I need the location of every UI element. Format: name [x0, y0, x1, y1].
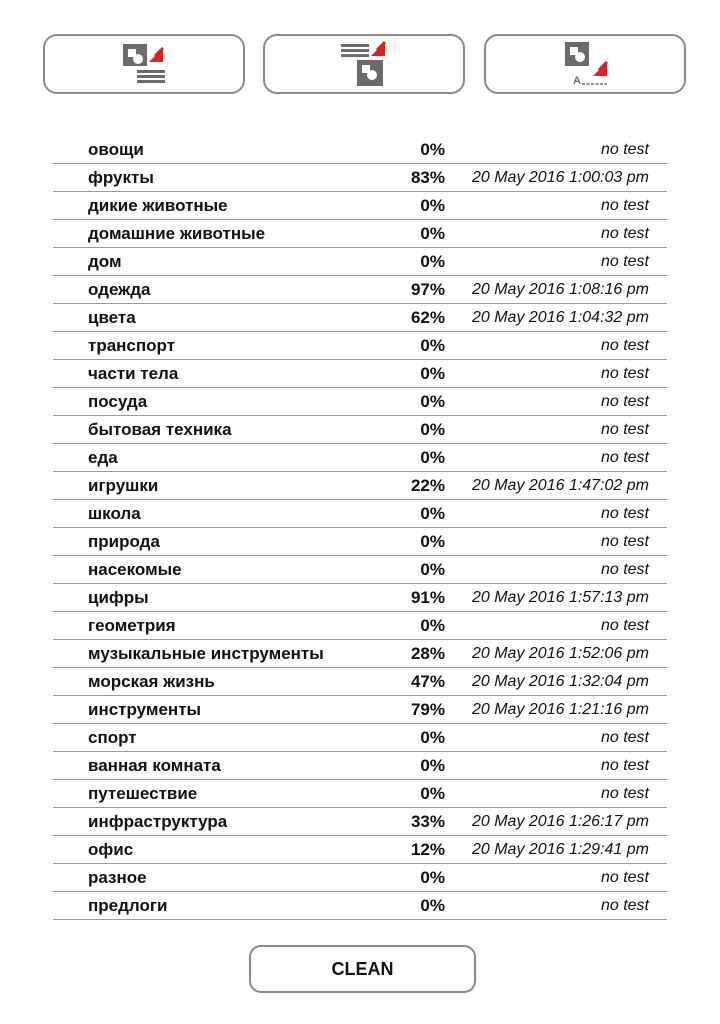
category-name: дом	[53, 248, 390, 276]
category-score: 0%	[390, 780, 445, 808]
category-name: музыкальные инструменты	[53, 640, 390, 668]
category-name: природа	[53, 528, 390, 556]
category-last-test: no test	[445, 780, 667, 808]
category-name: офис	[53, 836, 390, 864]
category-row	[53, 528, 667, 556]
category-row	[53, 612, 667, 640]
category-name: фрукты	[53, 164, 390, 192]
image-to-spelling-icon	[559, 40, 611, 88]
category-last-test: 20 May 2016 1:52:06 pm	[445, 640, 667, 668]
category-name: школа	[53, 500, 390, 528]
category-score: 0%	[390, 136, 445, 164]
category-score: 47%	[390, 668, 445, 696]
category-row	[53, 836, 667, 864]
category-score: 0%	[390, 248, 445, 276]
category-last-test: 20 May 2016 1:21:16 pm	[445, 696, 667, 724]
category-name: части тела	[53, 360, 390, 388]
category-last-test: no test	[445, 360, 667, 388]
category-name: ванная комната	[53, 752, 390, 780]
category-score: 0%	[390, 332, 445, 360]
category-name: инструменты	[53, 696, 390, 724]
category-results-table	[53, 136, 667, 920]
category-name: морская жизнь	[53, 668, 390, 696]
category-score: 0%	[390, 724, 445, 752]
category-results-body	[53, 136, 667, 920]
category-row	[53, 500, 667, 528]
category-row	[53, 136, 667, 164]
category-score: 0%	[390, 416, 445, 444]
category-row	[53, 724, 667, 752]
category-score: 83%	[390, 164, 445, 192]
text-to-image-icon	[339, 40, 389, 88]
category-name: дикие животные	[53, 192, 390, 220]
category-score: 12%	[390, 836, 445, 864]
category-row	[53, 472, 667, 500]
category-last-test: no test	[445, 332, 667, 360]
category-name: игрушки	[53, 472, 390, 500]
category-score: 0%	[390, 864, 445, 892]
category-score: 0%	[390, 556, 445, 584]
category-row	[53, 220, 667, 248]
category-name: насекомые	[53, 556, 390, 584]
category-row	[53, 164, 667, 192]
category-last-test: no test	[445, 556, 667, 584]
category-row	[53, 248, 667, 276]
category-last-test: 20 May 2016 1:47:02 pm	[445, 472, 667, 500]
category-row	[53, 752, 667, 780]
category-name: предлоги	[53, 892, 390, 920]
category-name: одежда	[53, 276, 390, 304]
category-last-test: no test	[445, 724, 667, 752]
category-row	[53, 332, 667, 360]
mode-toolbar	[43, 34, 689, 98]
category-row	[53, 864, 667, 892]
category-name: спорт	[53, 724, 390, 752]
category-last-test: no test	[445, 388, 667, 416]
category-row	[53, 444, 667, 472]
category-last-test: no test	[445, 892, 667, 920]
category-score: 0%	[390, 500, 445, 528]
category-score: 22%	[390, 472, 445, 500]
category-row	[53, 360, 667, 388]
category-row	[53, 556, 667, 584]
image-to-text-mode-button[interactable]	[43, 34, 245, 94]
category-name: посуда	[53, 388, 390, 416]
category-score: 0%	[390, 360, 445, 388]
text-to-image-mode-button[interactable]	[263, 34, 465, 94]
category-score: 28%	[390, 640, 445, 668]
category-row	[53, 584, 667, 612]
category-name: цвета	[53, 304, 390, 332]
category-score: 0%	[390, 892, 445, 920]
category-name: путешествие	[53, 780, 390, 808]
category-row	[53, 388, 667, 416]
category-last-test: 20 May 2016 1:08:16 pm	[445, 276, 667, 304]
category-row	[53, 696, 667, 724]
category-score: 0%	[390, 444, 445, 472]
category-last-test: no test	[445, 220, 667, 248]
image-to-text-icon	[119, 40, 169, 88]
category-last-test: no test	[445, 192, 667, 220]
category-score: 79%	[390, 696, 445, 724]
category-last-test: 20 May 2016 1:00:03 pm	[445, 164, 667, 192]
category-row	[53, 780, 667, 808]
image-to-spelling-mode-button[interactable]	[484, 34, 686, 94]
category-name: бытовая техника	[53, 416, 390, 444]
category-last-test: no test	[445, 612, 667, 640]
category-last-test: 20 May 2016 1:32:04 pm	[445, 668, 667, 696]
category-name: геометрия	[53, 612, 390, 640]
category-row	[53, 640, 667, 668]
category-score: 0%	[390, 752, 445, 780]
category-name: цифры	[53, 584, 390, 612]
category-name: домашние животные	[53, 220, 390, 248]
category-last-test: no test	[445, 500, 667, 528]
category-name: еда	[53, 444, 390, 472]
category-last-test: 20 May 2016 1:57:13 pm	[445, 584, 667, 612]
category-name: транспорт	[53, 332, 390, 360]
category-row	[53, 276, 667, 304]
category-score: 0%	[390, 192, 445, 220]
category-score: 33%	[390, 808, 445, 836]
category-score: 62%	[390, 304, 445, 332]
category-last-test: no test	[445, 248, 667, 276]
category-row	[53, 892, 667, 920]
category-last-test: no test	[445, 444, 667, 472]
category-row	[53, 808, 667, 836]
category-last-test: no test	[445, 416, 667, 444]
clean-button[interactable]: CLEAN	[249, 945, 476, 993]
category-score: 97%	[390, 276, 445, 304]
spelling-letter: A	[573, 75, 581, 87]
category-last-test: no test	[445, 528, 667, 556]
category-score: 0%	[390, 220, 445, 248]
category-last-test: 20 May 2016 1:26:17 pm	[445, 808, 667, 836]
category-row	[53, 192, 667, 220]
category-score: 0%	[390, 612, 445, 640]
category-row	[53, 416, 667, 444]
category-name: инфраструктура	[53, 808, 390, 836]
category-row	[53, 304, 667, 332]
category-name: овощи	[53, 136, 390, 164]
category-last-test: no test	[445, 752, 667, 780]
category-name: разное	[53, 864, 390, 892]
category-last-test: 20 May 2016 1:29:41 pm	[445, 836, 667, 864]
category-row	[53, 668, 667, 696]
category-last-test: no test	[445, 864, 667, 892]
category-score: 0%	[390, 388, 445, 416]
category-score: 0%	[390, 528, 445, 556]
category-score: 91%	[390, 584, 445, 612]
category-last-test: no test	[445, 136, 667, 164]
category-last-test: 20 May 2016 1:04:32 pm	[445, 304, 667, 332]
